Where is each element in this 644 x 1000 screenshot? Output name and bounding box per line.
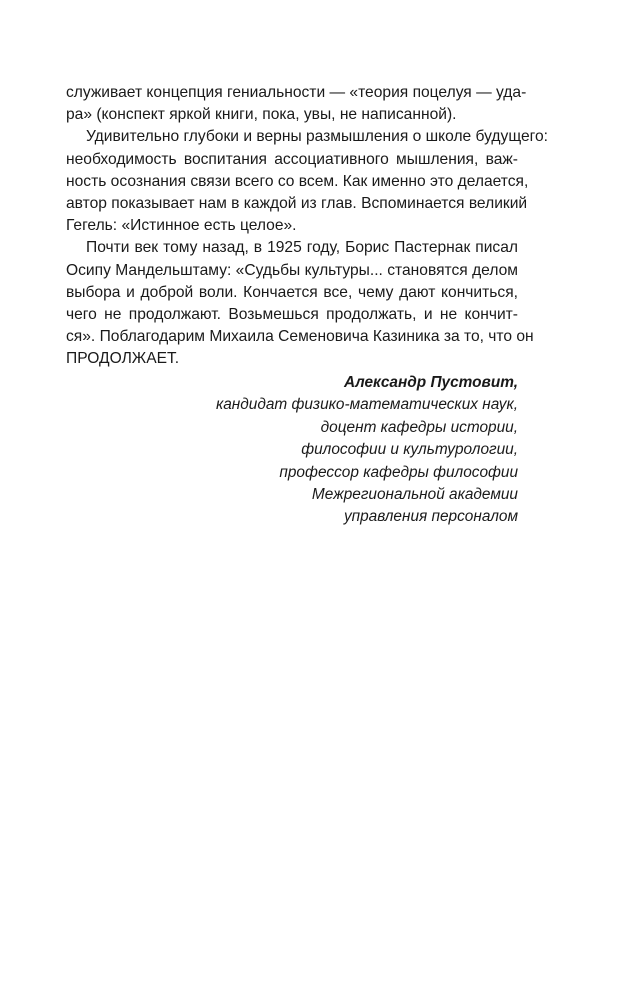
text-line: необходимость воспитания ассоциативного мышления, важ- [66, 150, 518, 168]
author-title: управления персоналом [343, 508, 518, 526]
text-line: ность осознания связи всего со всем. Как именно это делается, [66, 172, 529, 190]
author-title: доцент кафедры истории, [320, 418, 518, 436]
text-line: служивает концепция гениальности — «теория поцелуя — уда- [66, 84, 527, 101]
text-line: Гегель: «Истинное есть целое». [66, 217, 297, 235]
text-line: Осипу Мандельштаму: «Судьбы культуры... становятся делом [66, 261, 518, 279]
author-title: кандидат физико-математических наук, [215, 396, 518, 414]
author-title: философии и культурологии, [301, 441, 518, 459]
author-signature [58, 372, 518, 529]
text-line: ра» (конспект яркой книги, пока, увы, не написанной). [66, 106, 457, 124]
text-line: выбора и доброй воли. Кончается все, чему дают кончиться, [66, 283, 518, 301]
text-line: ПРОДОЛЖАЕТ. [66, 350, 180, 368]
text-line: Удивительно глубоки и верны размышления о школе будущего: [86, 128, 549, 146]
author-name: Александр Пустовит, [344, 374, 518, 391]
text-line: автор показывает нам в каждой из глав. Вспоминается великий [66, 194, 528, 212]
text-line: Почти век тому назад, в 1925 году, Борис Пастернак писал [86, 239, 518, 257]
author-title: Межрегиональной академии [311, 486, 518, 504]
body-text [66, 82, 549, 370]
text-line: ся». Поблагодарим Михаила Семеновича Казиника за то, что он [66, 328, 534, 346]
author-title: профессор кафедры философии [279, 463, 518, 481]
text-line: чего не продолжают. Возьмешься продолжать, и не кончит- [66, 305, 518, 323]
